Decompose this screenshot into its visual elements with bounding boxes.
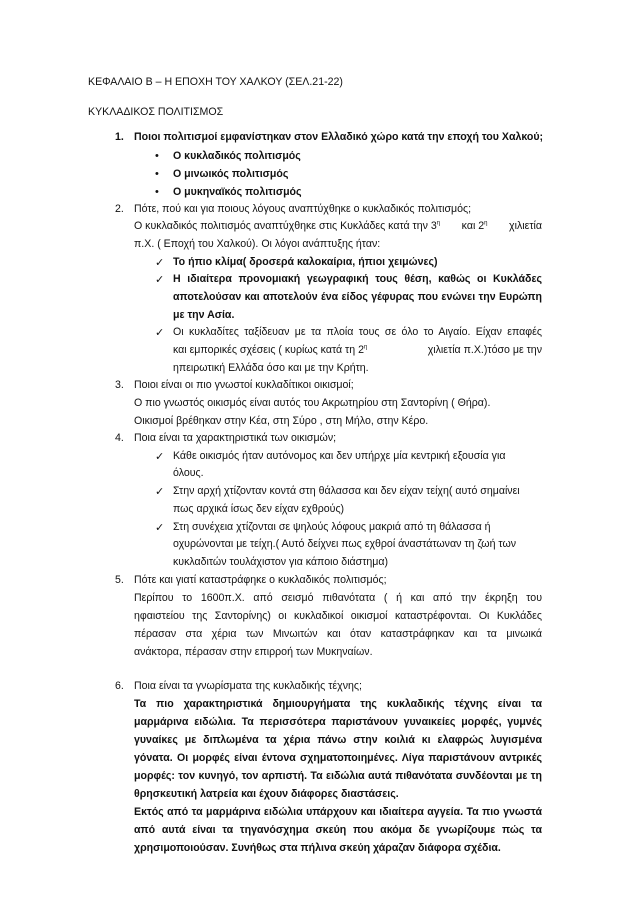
- answer-line: Εκτός από τα μαρμάρινα ειδώλια υπάρχουν και ιδιαίτερα αγγεία. Τα πιο γνωστά: [134, 806, 542, 818]
- answer-line: θρησκευτική λατρεία και έχουν διάφορες διαστάσεις.: [134, 788, 399, 800]
- question-number: 3.: [115, 379, 124, 391]
- check-item: Στην αρχή χτίζονταν κοντά στη θάλασσα και δεν είχαν τείχη( αυτό σημαίνει: [173, 485, 520, 497]
- check-item: Οι κυκλαδίτες ταξίδευαν με τα πλοία τους σε όλο το Αιγαίο. Είχαν επαφές: [173, 326, 542, 338]
- list-item: Ο μυκηναϊκός πολιτισμός: [173, 186, 302, 198]
- check-item: πως αρχικά ίσως δεν είχαν εχθρούς): [173, 503, 345, 515]
- question-number: 5.: [115, 574, 124, 586]
- answer-fragment: και εμπορικές σχέσεις ( κυρίως κατά τη 2: [173, 344, 364, 356]
- answer-line: χρησιμοποιούσαν. Συνήθως στα πήλινα σκεύη χάραζαν διάφορα σχέδια.: [134, 842, 501, 854]
- chapter-title: ΚΕΦΑΛΑΙΟ Β – Η ΕΠΟΧΗ ΤΟΥ ΧΑΛΚΟΥ (ΣΕΛ.21-22): [88, 76, 343, 88]
- check-item: Στη συνέχεια χτίζονται σε ψηλούς λόφους μακριά από τη θάλασσα ή: [173, 521, 491, 533]
- question-number: 4.: [115, 432, 124, 444]
- checkmark-icon: ✓: [155, 273, 165, 286]
- superscript: η: [436, 220, 441, 227]
- superscript: η: [484, 220, 488, 227]
- question-text: Ποια είναι τα γνωρίσματα της κυκλαδικής τέχνης;: [134, 680, 362, 692]
- answer-line: γόνατα. Οι μορφές είναι έντονα σχηματοποιημένες. Λίγα παριστάνουν αντρικές: [134, 752, 542, 764]
- check-item: με την Ασία.: [173, 309, 235, 321]
- check-item: οχυρώνονται με τείχη.( Αυτό δείχνει πως εχθροί άναστάτωναν τη ζωή των: [173, 538, 517, 550]
- question-text: Ποιοι είναι οι πιο γνωστοί κυκλαδίτικοι οικισμοί;: [134, 379, 354, 391]
- check-item: αποτελούσαν και αποτελούν ένα είδος γέφυρας που ενώνει την Ευρώπη: [173, 291, 542, 303]
- checkmark-icon: ✓: [155, 485, 165, 498]
- checkmark-icon: ✓: [155, 521, 165, 534]
- answer-fragment: Ο κυκλαδικός πολιτισμός αναπτύχθηκε στις Κυκλάδες κατά την 3: [134, 220, 437, 232]
- question-number: 6.: [115, 680, 124, 692]
- answer-line: μαρμάρινα ειδώλια. Τα περισσότερα παριστάνουν γυναικείες μορφές, γυμνές: [134, 716, 542, 728]
- answer-line: μορφές: τον κυνηγό, τον αρπιστή. Τα ειδώλια αυτά πιθανότατα συνδέονται με τη: [134, 770, 542, 782]
- answer-fragment: χιλιετία π.Χ.)τόσο με την: [427, 344, 542, 356]
- bullet-icon: •: [155, 186, 159, 198]
- question-text: Πότε και γιατί καταστράφηκε ο κυκλαδικός πολιτισμός;: [134, 574, 387, 586]
- checkmark-icon: ✓: [155, 326, 165, 339]
- answer-line: ηφαιστείου της Σαντορίνης) οι κυκλαδικοί οικισμοί καταστρέφονται. Οι Κυκλάδες: [134, 610, 542, 622]
- check-item: Το ήπιο κλίμα( δροσερά καλοκαίρια, ήπιοι χειμώνες): [173, 256, 438, 268]
- list-item: Ο μινωικός πολιτισμός: [173, 168, 289, 180]
- check-item: Κάθε οικισμός ήταν αυτόνομος και δεν υπήρχε μία κεντρική εξουσία για: [173, 450, 506, 462]
- answer-fragment: και 2: [461, 220, 485, 232]
- answer-line: ανάκτορα, πέρασαν στην επιρροή των Μυκηναίων.: [134, 646, 373, 658]
- question-number: 1.: [115, 131, 124, 143]
- check-item: κυκλαδιτών τουλάχιστον για κάποιο διάστημα): [173, 556, 389, 568]
- list-item: Ο κυκλαδικός πολιτισμός: [173, 150, 301, 162]
- answer-line: από αυτά είναι τα τηγανόσχημα σκεύη που ακόμα δε γνωρίζουμε πώς τα: [134, 824, 542, 836]
- check-item: όλους.: [173, 467, 204, 479]
- bullet-icon: •: [155, 150, 159, 162]
- answer-line: π.Χ. ( Εποχή του Χαλκού). Οι λόγοι ανάπτυξης ήταν:: [134, 238, 381, 250]
- check-item: [173, 344, 542, 357]
- bullet-icon: •: [155, 168, 159, 180]
- question-text: Ποια είναι τα χαρακτηριστικά των οικισμών;: [134, 432, 337, 444]
- question-text: Πότε, πού και για ποιους λόγους αναπτύχθηκε ο κυκλαδικός πολιτισμός;: [134, 203, 472, 215]
- superscript: η: [363, 344, 368, 351]
- question-text: Ποιοι πολιτισμοί εμφανίστηκαν στον Ελλαδικό χώρο κατά την εποχή του Χαλκού;: [134, 131, 544, 143]
- question-number: 2.: [115, 203, 124, 215]
- answer-line: Τα πιο χαρακτηριστικά δημιουργήματα της κυκλαδικής τέχνης είναι τα: [134, 698, 542, 710]
- answer-line: Οικισμοί βρέθηκαν στην Κέα, στη Σύρο , στη Μήλο, στην Κέρο.: [134, 415, 429, 427]
- checkmark-icon: ✓: [155, 256, 165, 269]
- answer-line: Περίπου το 1600π.Χ. από σεισμό πιθανότατα ( ή και από την έκρηξη του: [134, 592, 542, 604]
- check-item: Η ιδιαίτερα προνομιακή γεωγραφική τους θέση, καθώς οι Κυκλάδες: [173, 273, 542, 285]
- answer-fragment: χιλιετία: [509, 220, 542, 232]
- answer-line: [134, 220, 542, 233]
- check-item: ηπειρωτική Ελλάδα όσο και με την Κρήτη.: [173, 362, 369, 374]
- answer-line: γυναίκες με διπλωμένα τα χέρια πάνω στην κοιλιά κι ελαφρώς λυγισμένα: [134, 734, 542, 746]
- checkmark-icon: ✓: [155, 450, 165, 463]
- section-title: ΚΥΚΛΑΔΙΚΟΣ ΠΟΛΙΤΙΣΜΟΣ: [88, 106, 224, 118]
- answer-line: Ο πιο γνωστός οικισμός είναι αυτός του Ακρωτηρίου στη Σαντορίνη ( Θήρα).: [134, 397, 491, 409]
- answer-line: πέρασαν στα χέρια των Μινωιτών και όταν καταστράφηκαν και τα μινωικά: [134, 628, 542, 640]
